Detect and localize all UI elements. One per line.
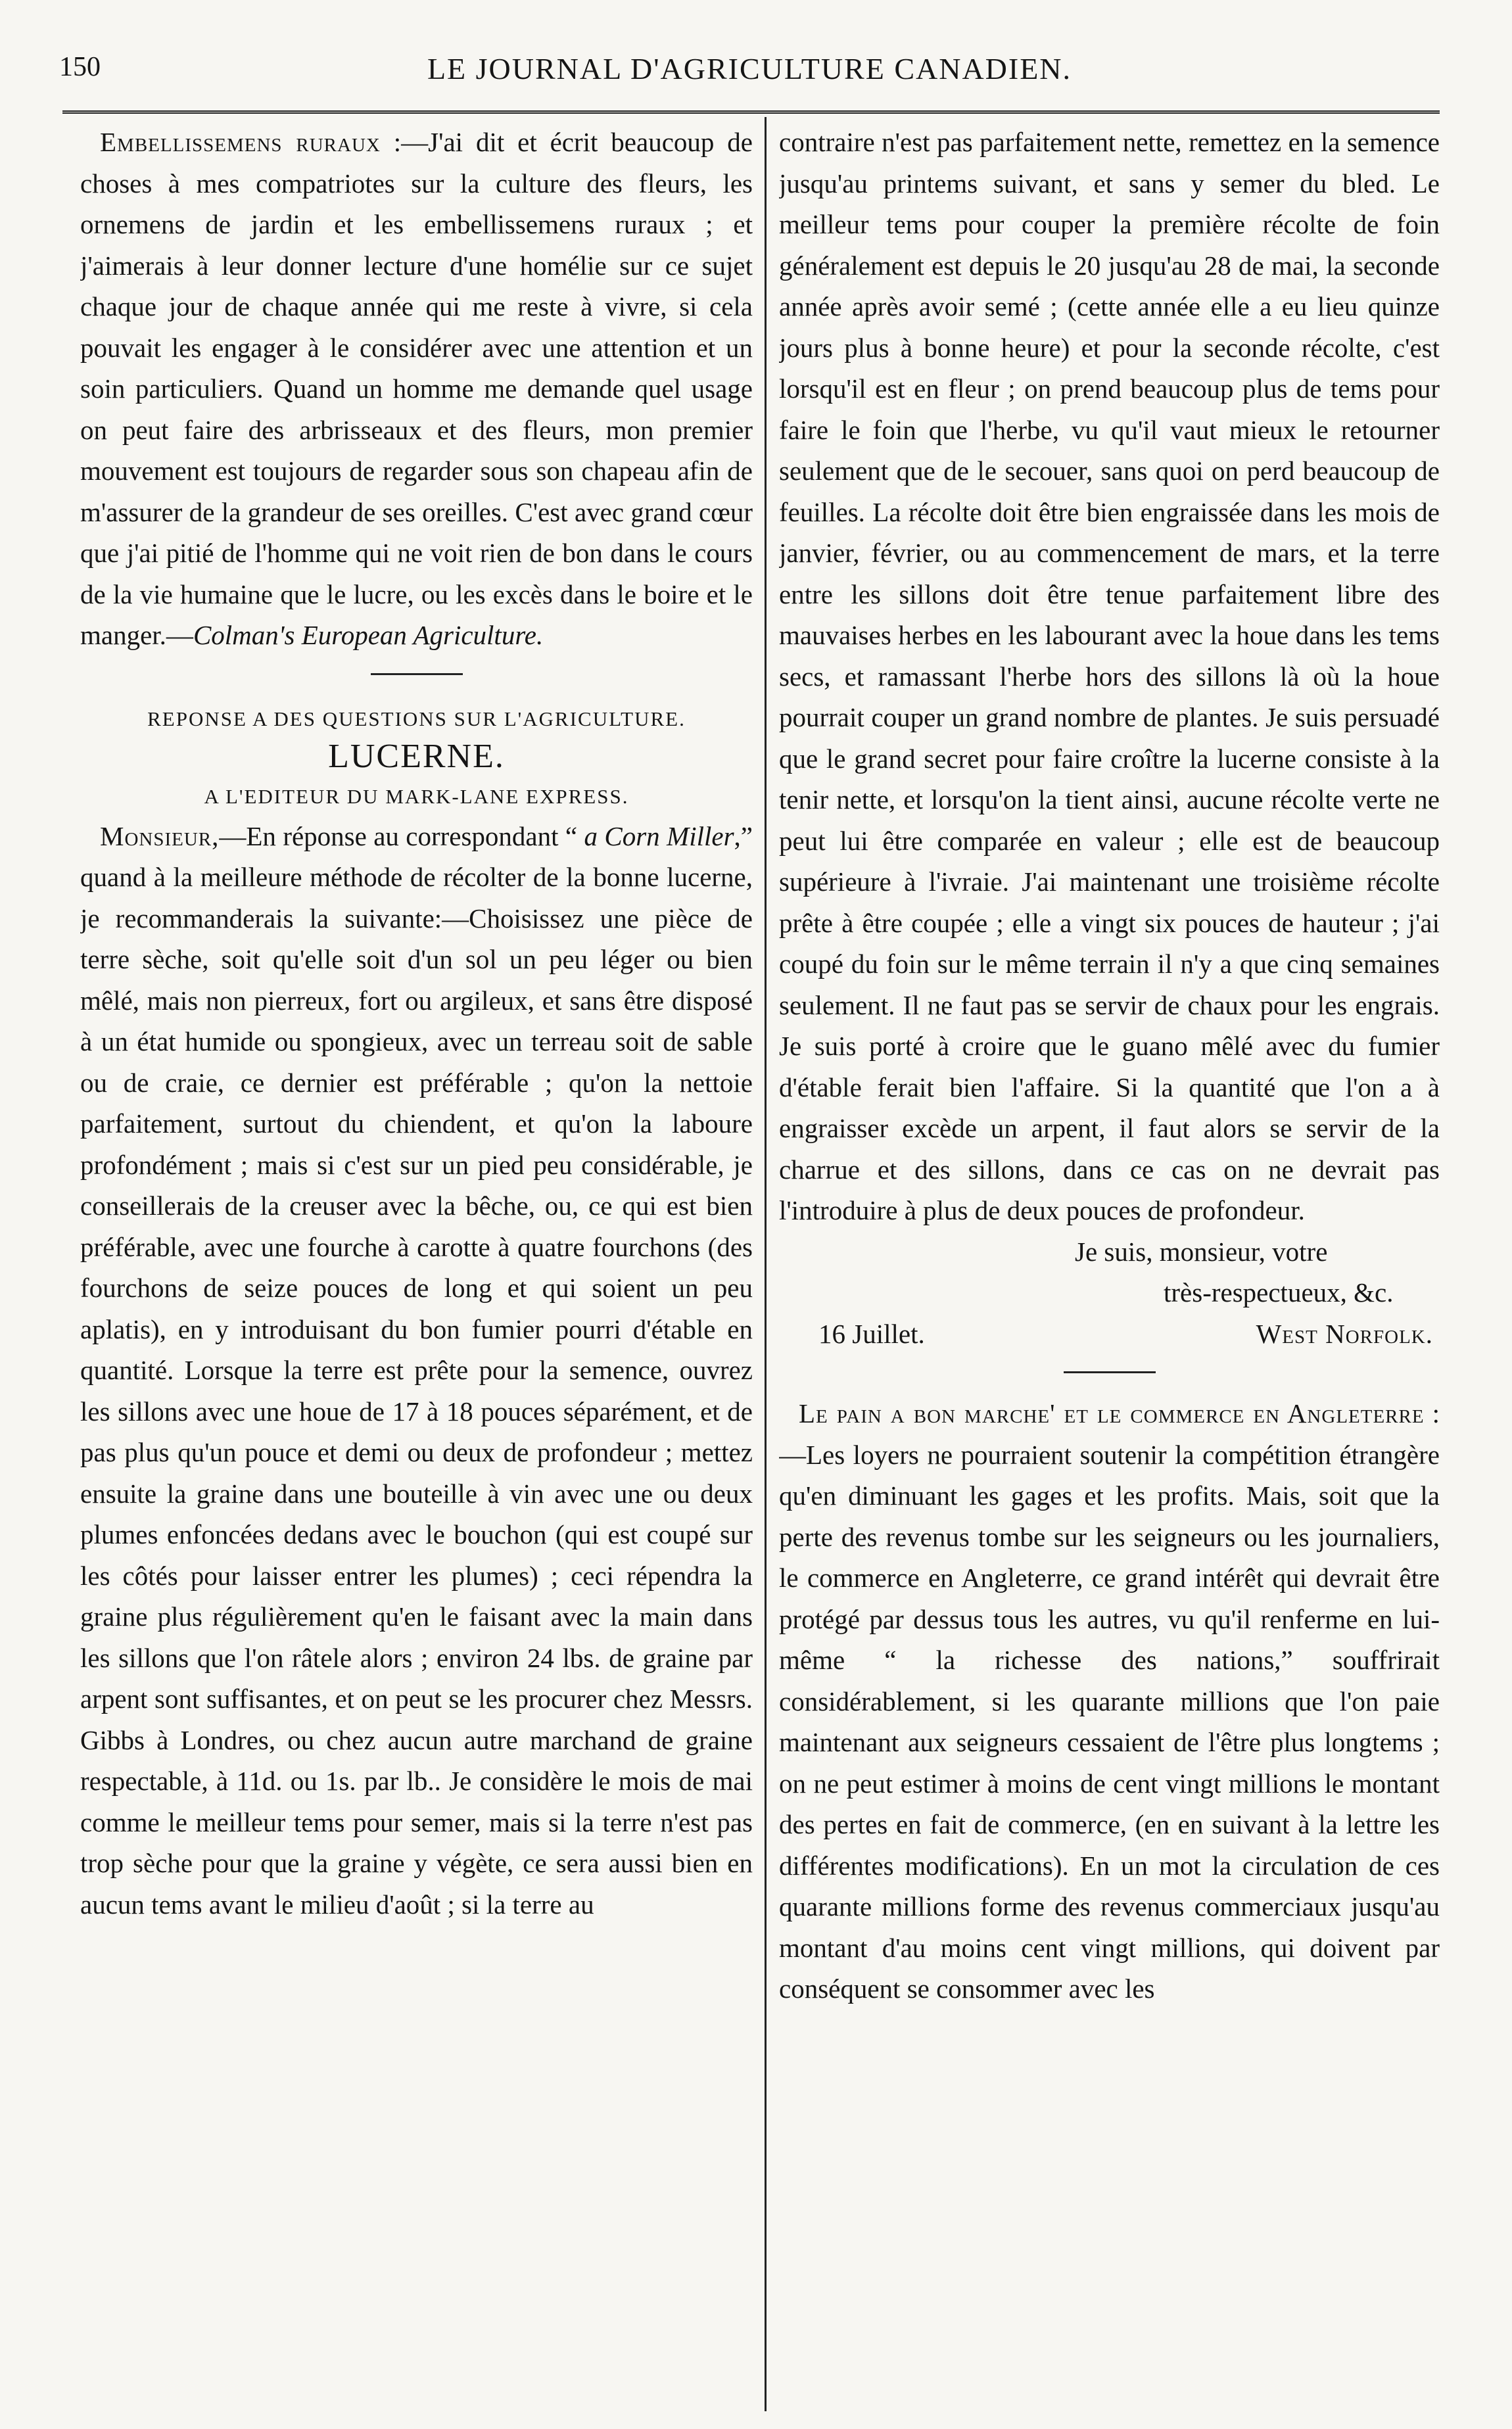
article-lead: Embellissemens ruraux <box>100 127 381 157</box>
letter-body <box>80 816 753 1925</box>
section-divider <box>1064 1371 1156 1373</box>
closing-line-2: très-respectueux, &c. <box>1164 1277 1394 1308</box>
correspondent-name: a Corn Miller <box>584 820 734 851</box>
article-embellissemens <box>80 122 753 656</box>
letter-continuation: contraire n'est pas parfaitement nette, remettez en la semence jusqu'au printems suivant, et sans y semer du bled. Le meilleur tems pour couper la première récolte de foin généralement est depuis le 20 jusqu'au 28 de mai, la seconde année après avoir semé ; (cette année elle a eu lieu quinze jours plus à bonne heure) et pour la seconde récolte, c'est lorsqu'il est en fleur ; on prend beaucoup plus de tems pour faire le foin que l'herbe, vu qu'il vaut mieux le retourner seulement que de le secouer, sans quoi on perd beaucoup de feuilles. La récolte doit être bien engraissée dans les mois de janvier, février, ou au commencement de mars, et la terre entre les sillons doit être tenue parfaitement libre des mauvaises herbes en les labourant avec la houe dans les tems secs, et ramassant l'herbe hors des sillons là où la houe pourrait couper un grand nombre de plantes. Je suis persuadé que le grand secret pour faire croître la lucerne consiste à la tenir nette, et lorsqu'on la tient ainsi, aucune récolte verte ne peut lui être comparée en valeur ; elle est de beaucoup supérieure à l'ivraie. J'ai maintenant une troisième récolte prête à être coupée ; elle a vingt six pouces de hauteur ; j'ai coupé du foin sur le même terrain il n'y a que cinq semaines seulement. Il ne faut pas se servir de chaux pour les engrais. Je suis porté à croire que le guano mêlé avec du fumier d'étable ferait bien l'affaire. Si la quantité que l'on a à engraisser excède un arpent, il faut alors se servir de la charrue et des sillons, dans ce cas on ne devrait pas l'introduire à plus de deux pouces de profondeur. <box>779 127 1440 1225</box>
journal-title: LE JOURNAL D'AGRICULTURE CANADIEN. <box>427 52 1072 85</box>
addressee-line: A L'EDITEUR DU MARK-LANE EXPRESS. <box>204 784 629 808</box>
right-column <box>779 122 1440 2403</box>
running-head <box>59 51 1440 91</box>
section-heading: REPONSE A DES QUESTIONS SUR L'AGRICULTURE. <box>147 707 686 730</box>
letter-text: ,” quand à la meilleure méthode de récolter de la bonne lucerne, je recommanderais la suivante:—Choisissez une pièce de terre sèche, soit qu'elle soit d'un sol un peu léger ou bien mêlé, mais non pierreux, fort ou argileux, et sans être disposé à un état humide ou spongieux, avec un terreau soit de sable ou de craie, ce dernier est préférable ; qu'on la nettoie parfaitement, surtout du chiendent, et qu'on la laboure profondément ; mais si c'est sur un pied peu considérable, je conseillerais de la creuser avec la bêche, ou, ce qui est bien préférable, avec une fourche à carotte à quatre fourchons (des fourchons de seize pouces de long et qui soient un peu aplatis), en y introduisant du bon fumier pourri d'étable en quantité. Lorsque la terre est prête pour la semence, ouvrez les sillons avec une houe de 17 à 18 pouces séparément, et de pas plus qu'un pouce et demi ou deux de profondeur ; mettez ensuite la graine dans une bouteille à vin avec une ou deux plumes enfoncées dedans avec le bouchon (qui est coupé sur les côtés pour laisser entrer les plumes) ; ceci répendra la graine plus régulièrement qu'en le faisant avec la main dans les sillons que l'on râtele alors ; environ 24 lbs. de graine par arpent sont suffisantes, et on peut se les procurer chez Messrs. Gibbs à Londres, ou chez aucun autre marchand de graine respectable, à 11d. ou 1s. par lb.. Je considère le mois de mai comme le meilleur tems pour semer, mais si la terre n'est pas trop sèche pour que la graine y végète, ce sera aussi bien en aucun tems avant le milieu d'août ; si la terre au <box>80 820 753 1920</box>
article-lead: Le pain a bon marche' et le commerce en Angleterre <box>799 1398 1425 1428</box>
left-column <box>80 122 753 2403</box>
article-body: :—Les loyers ne pourraient soutenir la compétition étrangère qu'en diminuant les gages et les profits. Mais, soit que la perte des revenus tombe sur les seigneurs ou les journaliers, le commerce en Angleterre, ce grand intérêt qui devrait être protégé par dessus tous les autres, vu qu'il renferme en lui-même “ la richesse des nations,” souffrirait considérablement, si les quarante millions que l'on paie maintenant aux seigneurs cessaient de l'être plus longtems ; on ne peut estimer à moins de cent vingt millions le montant des pertes en fait de commerce, (en en suivant à la lettre les différentes modifications). En un mot la circulation de ces quarante millions forme des revenus commerciaux jusqu'au montant d'au moins cent vingt millions, qui doivent par conséquent se consommer avec les <box>779 1398 1440 2004</box>
article-pain <box>779 1393 1440 2010</box>
salutation: Monsieur, <box>100 820 220 851</box>
page-number: 150 <box>59 52 101 82</box>
date-signature-line <box>779 1313 1440 1355</box>
letter-text-start: —En réponse au correspondant “ <box>219 820 584 851</box>
section-divider <box>371 673 463 675</box>
article-body: :—J'ai dit et écrit beaucoup de choses à mes compatriotes sur la culture des fleurs, les ornemens de jardin et les embellissemens ruraux ; et j'aimerais à leur donner lecture d'une homélie sur ce sujet chaque jour de chaque année qui me reste à vivre, si cela pouvait les engager à le considérer avec une attention et un soin particuliers. Quand un homme me demande quel usage on peut faire des arbrisseaux et des fleurs, mon premier mouvement est toujours de regarder sous son chapeau afin de m'assurer de la grandeur de ses oreilles. C'est avec grand cœur que j'ai pitié de l'homme qui ne voit rien de bon dans le cours de la vie humaine que le lucre, ou les excès dans le boire et le manger.— <box>80 127 753 650</box>
subject-heading: LUCERNE. <box>328 737 505 775</box>
header-rule <box>62 110 1440 114</box>
letter-date: 16 Juillet. <box>818 1318 925 1349</box>
closing-line-1: Je suis, monsieur, votre <box>1075 1236 1328 1267</box>
article-source: Colman's European Agriculture. <box>193 620 544 650</box>
letter-signature: West Norfolk. <box>1256 1318 1433 1349</box>
column-divider <box>765 117 767 2411</box>
